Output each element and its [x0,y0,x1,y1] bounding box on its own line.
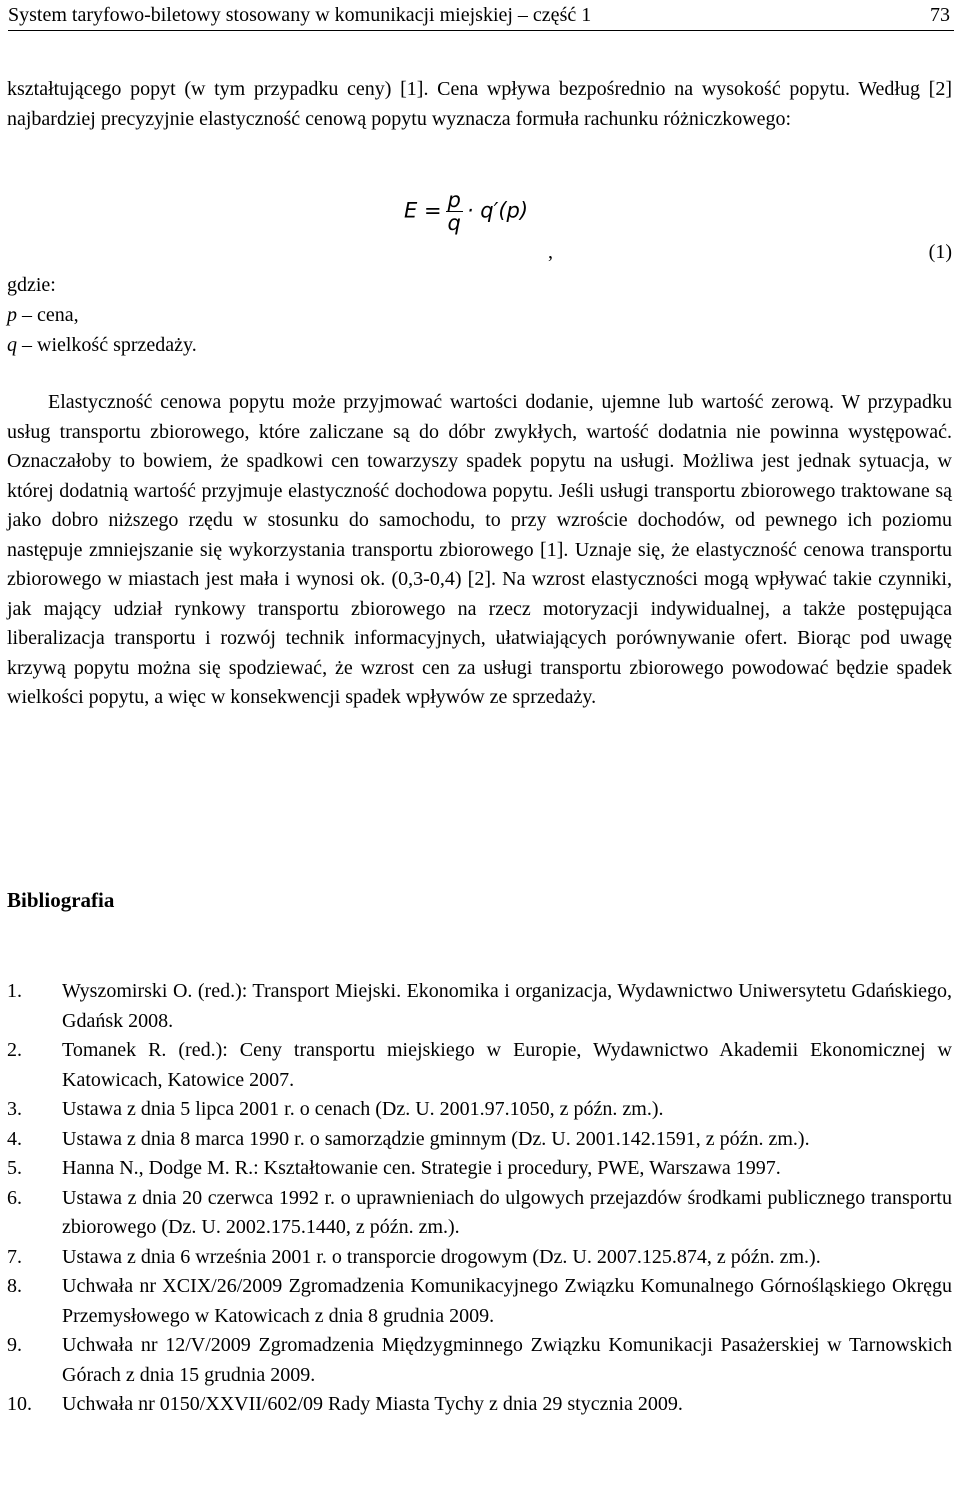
item-number: 6. [7,1186,22,1209]
item-number: 1. [7,980,22,1002]
elasticity-formula [404,189,528,234]
bibliography-list [7,977,952,1420]
item-number: 5. [7,1157,22,1179]
item-text: Hanna N., Dodge M. R.: Kształtowanie cen. Strategie i procedury, PWE, Warszawa 1997. [62,1157,781,1179]
formula-denominator: q [447,211,461,235]
item-text: Ustawa z dnia 8 marca 1990 r. o samorządzie gminnym (Dz. U. 2001.142.1591, z późn. zm.). [62,1127,810,1150]
formula-numerator: p [447,188,461,212]
item-text: Uchwała nr XCIX/26/2009 Zgromadzenia Komunikacyjnego Związku Komunalnego Górnośląskiego Okręgu Przemysłowego w Katowicach z dnia 8 grudnia 2009. [62,1275,952,1327]
header-title: System taryfowo-biletowy stosowany w komunikacji miejskiej – część 1 [8,4,592,26]
bibliography-item [7,1036,952,1095]
item-number: 8. [7,1275,22,1297]
where-label: gdzie: [7,274,56,296]
bibliography-item [7,1390,952,1420]
item-text: Uchwała nr 12/V/2009 Zgromadzenia Międzygminnego Związku Komunikacji Pasażerskiej w Tarnowskich Górach z dnia 15 grudnia 2009. [62,1334,952,1386]
definition-symbol: q [7,334,17,356]
variable-definitions [7,270,197,360]
intro-paragraph: kształtującego popyt (w tym przypadku ceny) [1]. Cena wpływa bezpośrednio na wysokość popytu. Według [2] najbardziej precyzyjnie elastyczność cenową popytu wyznacza formuła rachunku różniczkowego: [7,78,952,130]
item-text: Uchwała nr 0150/XXVII/602/09 Rady Miasta Tychy z dnia 29 stycznia 2009. [62,1393,683,1415]
formula-rhs: · q′(p) [466,198,529,223]
bibliography-item [7,1272,952,1331]
formula-lhs: E = [404,198,442,223]
item-text: Wyszomirski O. (red.): Transport Miejski. Ekonomika i organizacja, Wydawnictwo Uniwersytetu Gdańskiego, Gdańsk 2008. [62,980,952,1032]
item-text: Tomanek R. (red.): Ceny transportu miejskiego w Europie, Wydawnictwo Akademii Ekonomicznej w Katowicach, Katowice 2007. [62,1039,952,1091]
bibliography-item [7,1243,952,1273]
bibliography-item [7,1184,952,1243]
formula-comma: , [548,241,553,263]
bibliography-item [7,1125,952,1155]
equation-number: (1) [928,241,952,263]
item-number: 9. [7,1334,22,1356]
definition-text: – cena, [17,304,79,326]
page-number: 73 [930,4,950,26]
item-number: 3. [7,1098,22,1120]
item-number: 10. [7,1393,32,1415]
item-text: Ustawa z dnia 20 czerwca 1992 r. o uprawnieniach do ulgowych przejazdów środkami publicznego transportu zbiorowego (Dz. U. 2002.175.1440, z późn. zm.). [62,1186,952,1238]
definition-text: – wielkość sprzedaży. [17,334,197,356]
item-text: Ustawa z dnia 5 lipca 2001 r. o cenach (Dz. U. 2001.97.1050, z późn. zm.). [62,1098,664,1120]
formula-fraction [446,189,463,234]
item-text: Ustawa z dnia 6 września 2001 r. o transporcie drogowym (Dz. U. 2007.125.874, z późn. zm.). [62,1245,821,1268]
definition-item [7,300,197,330]
item-number: 7. [7,1245,22,1268]
body-paragraph: Elastyczność cenowa popytu może przyjmować wartości dodanie, ujemne lub wartość zerową. W przypadku usług transportu zbiorowego, które zaliczane są do dóbr zwykłych, wartość dodatnia nie powinna występować. Oznaczałoby to bowiem, że spadkowi cen towarzyszy spadek popytu na usługi. Możliwa jest jednak sytuacja, w której dodatnią wartość przyjmuje elastyczność dochodowa popytu. Jeśli usługi transportu zbiorowego traktowane są jako dobro niższego rzędu w stosunku do samochodu, to przy wzroście dochodów, od pewnego ich poziomu następuje zmniejszanie się wykorzystania transportu zbiorowego [1]. Uznaje się, że elastyczność cenowa transportu zbiorowego w miastach jest mała i wynosi ok. (0,3-0,4) [2]. Na wzrost elastyczności mogą wpływać takie czynniki, jak mający udział rynkowy transportu zbiorowego na rzecz motoryzacji indywidualnej, a także postępująca liberalizacja transportu i rozwój technik informacyjnych, ułatwiających porównywanie ofert. Biorąc pod uwagę krzywą popytu można się spodziewać, że wzrost cen za usługi transportu zbiorowego powodować będzie spadek wielkości popytu, a więc w konsekwencji spadek wpływów ze sprzedaży. [7,391,952,708]
bibliography-item [7,1095,952,1125]
item-number: 4. [7,1127,22,1150]
bibliography-item [7,977,952,1036]
bibliography-item [7,1331,952,1390]
running-header [8,2,954,31]
definition-item [7,330,197,360]
item-number: 2. [7,1039,22,1061]
bibliography-heading: Bibliografia [7,888,115,912]
bibliography-item [7,1154,952,1184]
definition-symbol: p [7,304,17,326]
